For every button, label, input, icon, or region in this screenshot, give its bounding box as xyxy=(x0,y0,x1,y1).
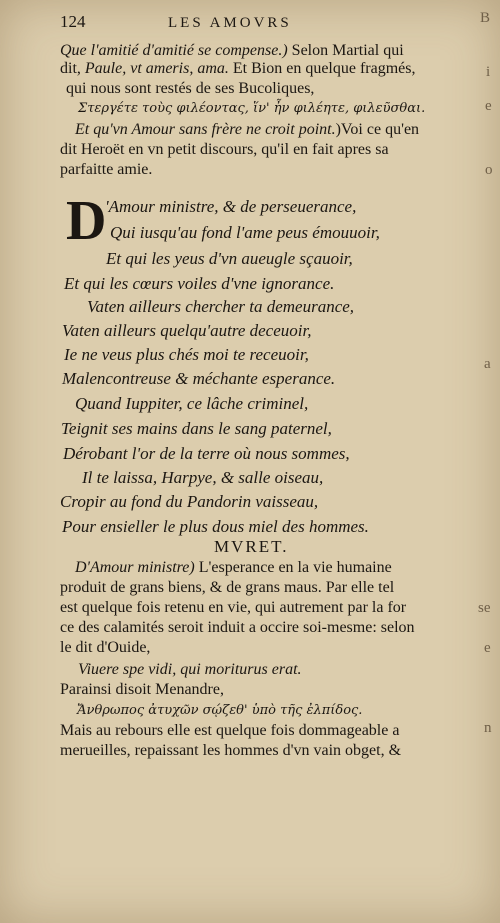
margin-mark: e xyxy=(484,640,491,656)
prose-line: dit, Paule, vt ameris, ama. Et Bion en quelque fragmés, xyxy=(60,60,416,77)
prose-line: Et qu'vn Amour sans frère ne croit point.)Voi ce qu'en xyxy=(75,121,420,138)
prose-line: qui nous sont restés de ses Bucoliques, xyxy=(66,80,315,97)
poem-line: Pour ensieller le plus dous miel des hommes. xyxy=(62,517,369,536)
commentary-line: Mais au rebours elle est quelque fois dommageable a xyxy=(60,722,400,739)
commentary-line: ce des calamités seroit induit a occire soi-mesme: selon xyxy=(60,619,415,636)
poem-line: Quand Iuppiter, ce lâche criminel, xyxy=(75,394,309,413)
poem-line: Ie ne veus plus chés moi te receuoir, xyxy=(64,345,309,364)
poem-line: Teignit ses mains dans le sang paternel, xyxy=(61,419,332,438)
margin-mark: se xyxy=(478,600,491,616)
margin-mark: n xyxy=(484,720,492,736)
margin-mark: e xyxy=(485,98,492,114)
poem-line: Qui iusqu'au fond l'ame peus émouuoir, xyxy=(110,223,380,242)
commentary-line: est quelque fois retenu en vie, qui autrement par la for xyxy=(60,599,407,616)
margin-mark: i xyxy=(486,64,491,80)
margin-mark: a xyxy=(484,356,491,372)
commentary-line: Parainsi disoit Menandre, xyxy=(60,681,224,698)
margin-mark: o xyxy=(485,162,493,178)
prose-line: parfaitte amie. xyxy=(60,161,153,178)
poem-line: Et qui les cœurs voiles d'vne ignorance. xyxy=(64,274,335,293)
latin-quote: Viuere spe vidi, qui moriturus erat. xyxy=(78,661,302,678)
running-title: LES AMOVRS xyxy=(168,15,292,31)
commentary-line: D'Amour ministre) L'esperance en la vie humaine xyxy=(75,559,392,576)
poem-line: 'Amour ministre, & de perseuerance, xyxy=(105,197,357,216)
poem-line: Cropir au fond du Pandorin vaisseau, xyxy=(60,492,319,511)
greek-quote: Στεργέτε τοὺς φιλέοντας, ἵν' ἦν φιλέητε, φιλεῦσθαι. xyxy=(78,101,426,116)
commentary-line: produit de grans biens, & de grans maus. Par elle tel xyxy=(60,579,395,596)
poem-line: Malencontreuse & méchante esperance. xyxy=(62,369,336,388)
commentary-heading: MVRET. xyxy=(214,537,289,556)
poem-line: Vaten ailleurs chercher ta demeurance, xyxy=(87,297,355,316)
drop-cap: D xyxy=(66,190,107,252)
poem-line: Vaten ailleurs quelqu'autre deceuoir, xyxy=(62,321,312,340)
poem-line: Il te laissa, Harpye, & salle oiseau, xyxy=(82,468,324,487)
commentary-line: merueilles, repaissant les hommes d'vn vain obget, & xyxy=(60,742,402,759)
commentary-line: le dit d'Ouide, xyxy=(60,639,151,656)
poem-line: Dérobant l'or de la terre où nous sommes, xyxy=(63,444,350,463)
greek-quote: Ἄνθρωπος ἀτυχῶν σῴζεθ' ὑπὸ τῆς ἐλπίδος. xyxy=(77,703,363,718)
prose-line: Que l'amitié d'amitié se compense.) Selon Martial qui xyxy=(60,42,404,59)
page-number: 124 xyxy=(60,12,86,31)
poem-line: Et qui les yeus d'vn aueugle sçauoir, xyxy=(106,249,353,268)
prose-line: dit Heroët en vn petit discours, qu'il en fait apres sa xyxy=(60,141,389,158)
margin-mark: B xyxy=(480,10,491,26)
